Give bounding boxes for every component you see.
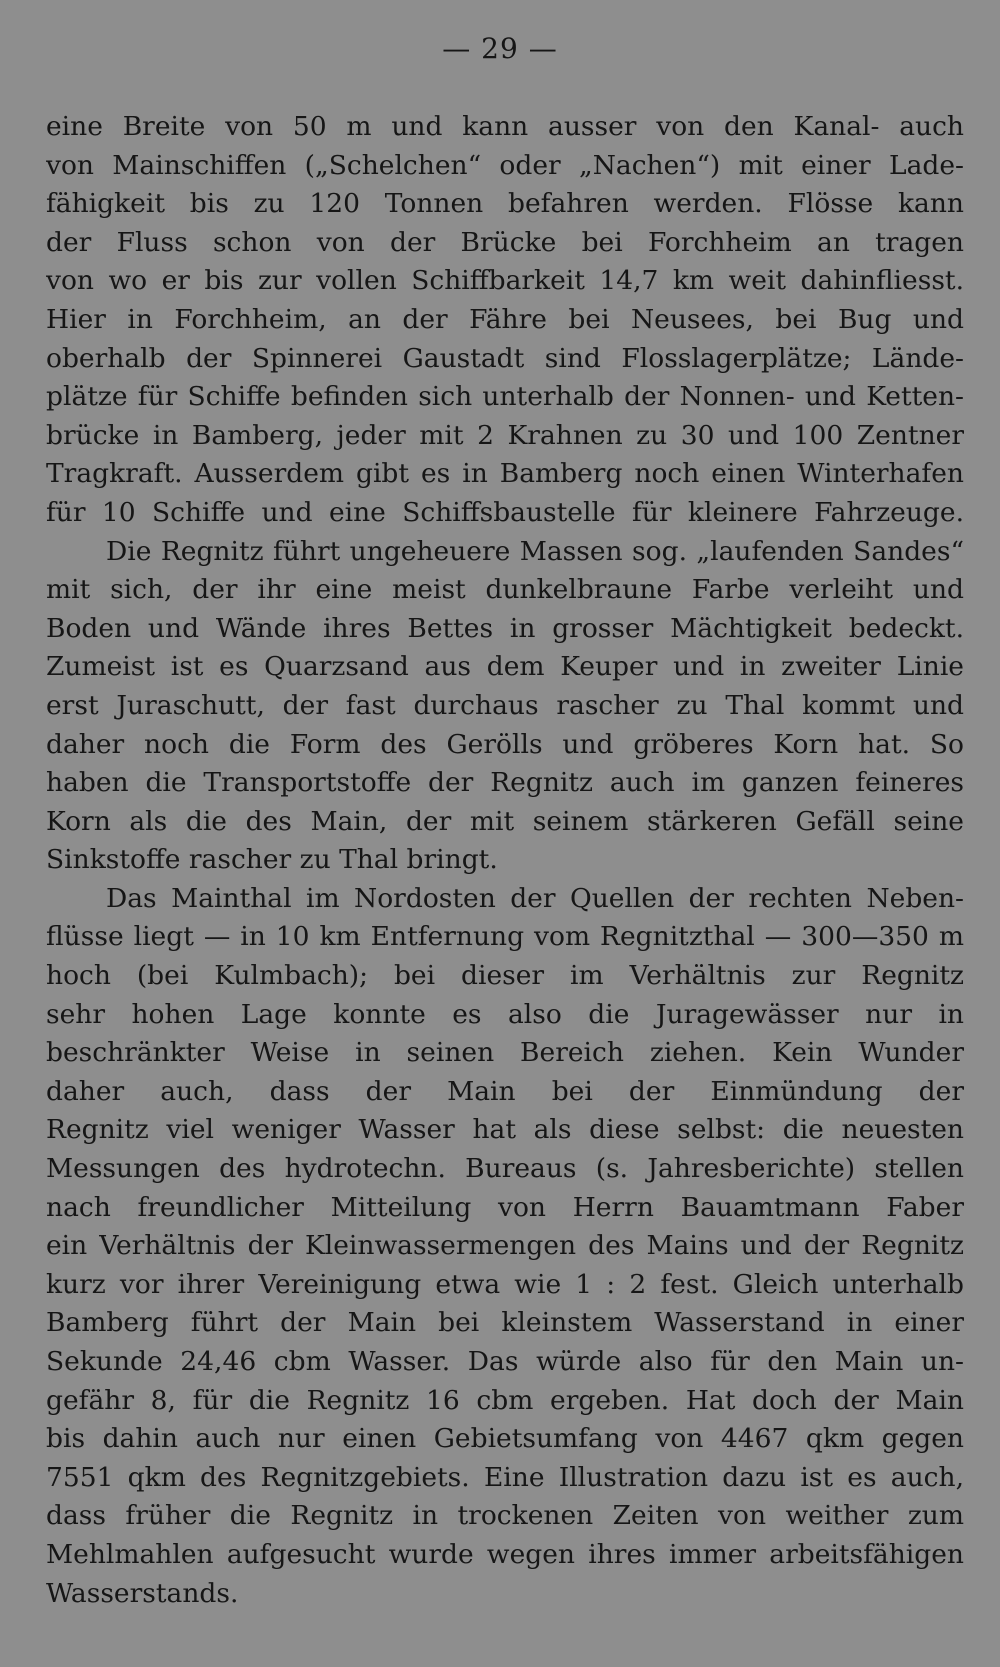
text-line: Korn als die des Main, der mit seinem stärkeren Gefäll seine (46, 805, 964, 837)
text-line: Sekunde 24,46 cbm Wasser. Das würde also für den Main un- (46, 1346, 964, 1377)
text-line: der Fluss schon von der Brücke bei Forchheim an tragen (46, 226, 964, 258)
text-line: von wo er bis zur vollen Schiffbarkeit 14,7 km weit dahinfliesst. (46, 265, 964, 297)
text-line: oberhalb der Spinnerei Gaustadt sind Flosslagerplätze; Lände- (46, 342, 964, 374)
text-line: Sinkstoffe rascher zu Thal bringt. (46, 844, 498, 876)
text-line: sehr hohen Lage konnte es also die Juragewässer nur in (46, 998, 964, 1030)
text-line: Boden und Wände ihres Bettes in grosser Mächtigkeit bedeckt. (46, 612, 964, 644)
paragraph (46, 880, 964, 1613)
text-line: gefähr 8, für die Regnitz 16 cbm ergeben. Hat doch der Main (46, 1384, 964, 1416)
text-line: erst Juraschutt, der fast durchaus rascher zu Thal kommt und (46, 689, 964, 721)
paragraph (46, 533, 964, 880)
text-line: von Mainschiffen („Schelchen“ oder „Nachen“) mit einer Lade- (46, 149, 964, 181)
page-number: — 29 — (442, 32, 558, 65)
paragraph (46, 108, 964, 533)
text-line: Regnitz viel weniger Wasser hat als diese selbst: die neuesten (46, 1114, 964, 1146)
text-line: für 10 Schiffe und eine Schiffsbaustelle für kleinere Fahrzeuge. (46, 496, 964, 528)
text-line: daher noch die Form des Gerölls und gröberes Korn hat. So (46, 728, 964, 760)
text-line: bis dahin auch nur einen Gebietsumfang von 4467 qkm gegen (46, 1423, 964, 1455)
text-line: Mehlmahlen aufgesucht wurde wegen ihres immer arbeitsfähigen (46, 1538, 964, 1570)
text-line: nach freundlicher Mitteilung von Herrn Bauamtmann Faber (46, 1191, 964, 1223)
text-line: Messungen des hydrotechn. Bureaus (s. Jahresberichte) stellen (46, 1153, 964, 1185)
text-line: flüsse liegt — in 10 km Entfernung vom Regnitzthal — 300—350 m (46, 921, 964, 953)
text-line: Hier in Forchheim, an der Fähre bei Neusees, bei Bug und (46, 303, 964, 335)
text-line: kurz vor ihrer Vereinigung etwa wie 1 : 2 fest. Gleich unterhalb (46, 1268, 964, 1300)
text-line: Die Regnitz führt ungeheuere Massen sog. „laufenden Sandes“ (106, 535, 964, 567)
text-line: Tragkraft. Ausserdem gibt es in Bamberg noch einen Winterhafen (46, 458, 964, 490)
text-line: hoch (bei Kulmbach); bei dieser im Verhältnis zur Regnitz (46, 960, 964, 992)
text-line: ein Verhältnis der Kleinwassermengen des Mains und der Regnitz (46, 1230, 964, 1262)
text-line: dass früher die Regnitz in trockenen Zeiten von weither zum (46, 1500, 964, 1532)
text-line: fähigkeit bis zu 120 Tonnen befahren werden. Flösse kann (46, 188, 964, 220)
text-line: daher auch, dass der Main bei der Einmündung der (46, 1075, 964, 1107)
text-line: Zumeist ist es Quarzsand aus dem Keuper und in zweiter Linie (46, 651, 964, 683)
text-line: Wasserstands. (46, 1577, 239, 1609)
text-line: brücke in Bamberg, jeder mit 2 Krahnen zu 30 und 100 Zentner (46, 419, 964, 451)
text-line: beschränkter Weise in seinen Bereich ziehen. Kein Wunder (46, 1037, 964, 1069)
text-line: Bamberg führt der Main bei kleinstem Wasserstand in einer (46, 1307, 964, 1339)
text-line: eine Breite von 50 m und kann ausser von den Kanal- auch (46, 111, 964, 142)
body-text (46, 108, 964, 1613)
text-line: plätze für Schiffe befinden sich unterhalb der Nonnen- und Ketten- (46, 381, 964, 413)
text-line: haben die Transportstoffe der Regnitz auch im ganzen feineres (46, 767, 964, 799)
text-line: 7551 qkm des Regnitzgebiets. Eine Illustration dazu ist es auch, (46, 1461, 964, 1493)
text-line: mit sich, der ihr eine meist dunkelbraune Farbe verleiht und (46, 574, 964, 606)
text-line: Das Mainthal im Nordosten der Quellen der rechten Neben- (106, 882, 964, 914)
